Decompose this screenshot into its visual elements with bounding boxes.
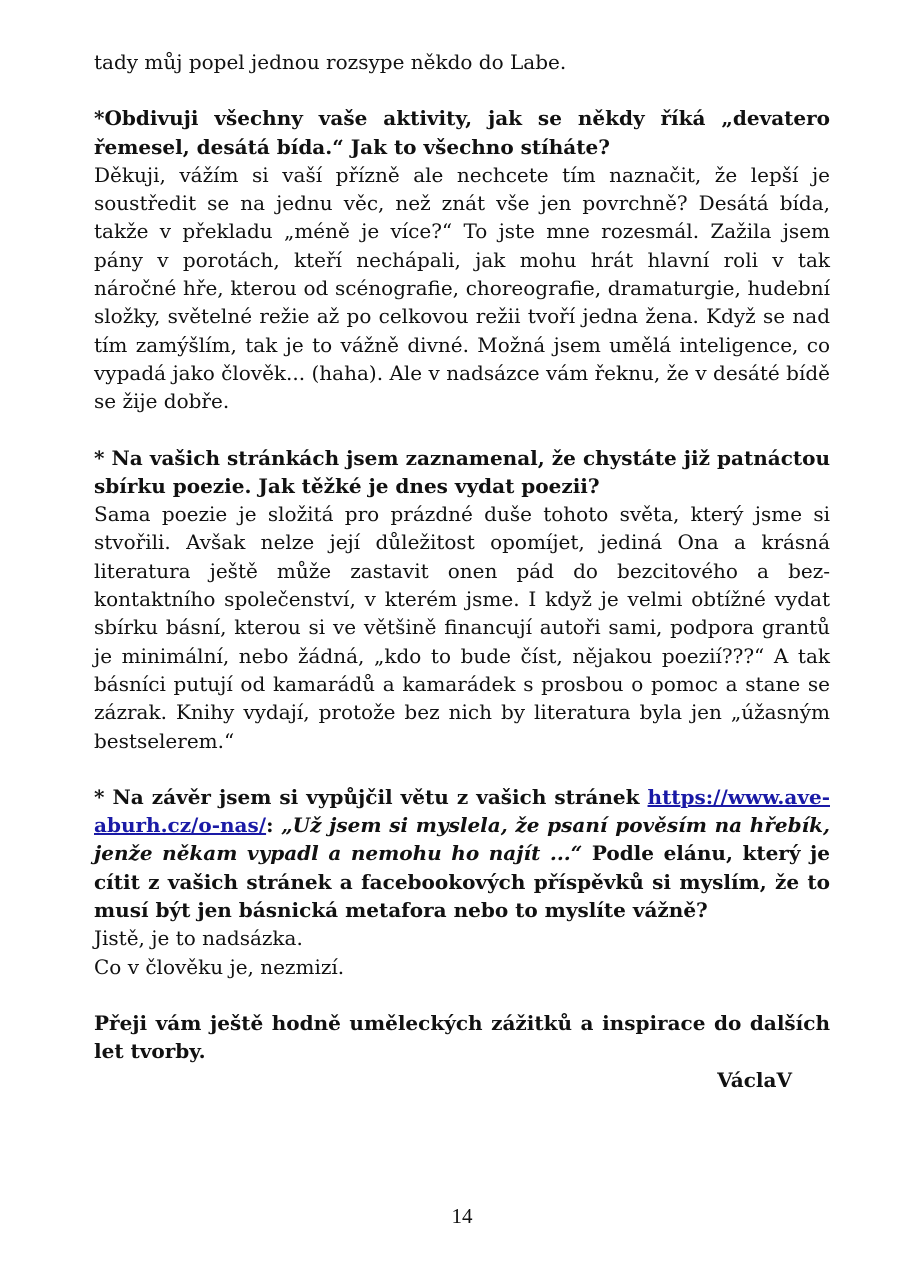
answer-3-line-1: Jistě, je to nadsázka. <box>94 926 303 951</box>
question-3-tail: Podle elánu, který je cítit z vašich stránek a facebookových příspěvků si myslím, že to musí být jen básnická metafora nebo to myslíte vážně? <box>94 841 830 923</box>
question-1: *Obdivuji všechny vaše aktivity, jak se někdy říká „devatero řemesel, desátá bída.“ Jak to všechno stíháte? <box>94 106 830 159</box>
spacer <box>94 416 830 444</box>
question-3 <box>94 783 830 924</box>
quoted-sentence: „Už jsem si myslela, že psaní pověsím na hřebík, jenže někam vypadl a nemohu ho najít ...“ <box>94 813 830 866</box>
answer-3-line-2: Co v člověku je, nezmizí. <box>94 954 345 979</box>
document-body <box>94 48 830 1094</box>
answer-2: Sama poezie je složitá pro prázdné duše tohoto světa, který jsme si stvořili. Avšak nelze její důležitost opomíjet, jediná Ona a krásná literatura ještě může zastavit onen pád do bezcitového a bez-kontaktního společenství, v kterém jsme. I když je velmi obtížné vydat sbírku básní, kterou si ve většině financují autoři sami, podpora grantů je minimální, nebo žádná, „kdo to bude číst, nějakou poezií???“ A tak básníci putují od kamarádů a kamarádek s prosbou o pomoc a stane se zázrak. Knihy vydají, protože bez nich by literatura byla jen „úžasným bestselerem.“ <box>94 502 830 753</box>
spacer <box>94 981 830 1009</box>
website-link[interactable]: https://www.ave-aburh.cz/o-nas/ <box>94 784 830 838</box>
answer-1: Děkuji, vážím si vaší přízně ale nechcete tím naznačit, že lepší je soustředit se na jednu věc, než znát vše jen povrchně? Desátá bída, takže v překladu „méně je více?“ To jste mne rozesmál. Zažila jsem pány v porotách, kteří nechápali, jak mohu hrát hlavní roli v tak náročné hře, kterou od scénografie, choreografie, dramaturgie, hudební složky, světelné režie až po celkovou režii tvoří jedna žena. Když se nad tím zamýšlím, tak je to vážně divné. Možná jsem umělá inteligence, co vypadá jako člověk... (haha). Ale v nadsázce vám řeknu, že v desáté bídě se žije dobře. <box>94 162 830 414</box>
intro-line: tady můj popel jednou rozsype někdo do Labe. <box>94 50 567 74</box>
spacer <box>94 755 830 783</box>
question-2: * Na vašich stránkách jsem zaznamenal, že chystáte již patnáctou sbírku poezie. Jak těžké je dnes vydat poezii? <box>94 445 830 498</box>
question-3-lead: * Na závěr jsem si vypůjčil větu z vašich stránek <box>94 784 648 809</box>
closing-wish: Přeji vám ještě hodně uměleckých zážitků a inspirace do dalších let tvorby. <box>94 1010 830 1064</box>
spacer <box>94 76 830 104</box>
signature: VáclaV <box>717 1067 792 1092</box>
page-number: 14 <box>451 1204 473 1228</box>
question-3-colon: : <box>266 813 282 838</box>
